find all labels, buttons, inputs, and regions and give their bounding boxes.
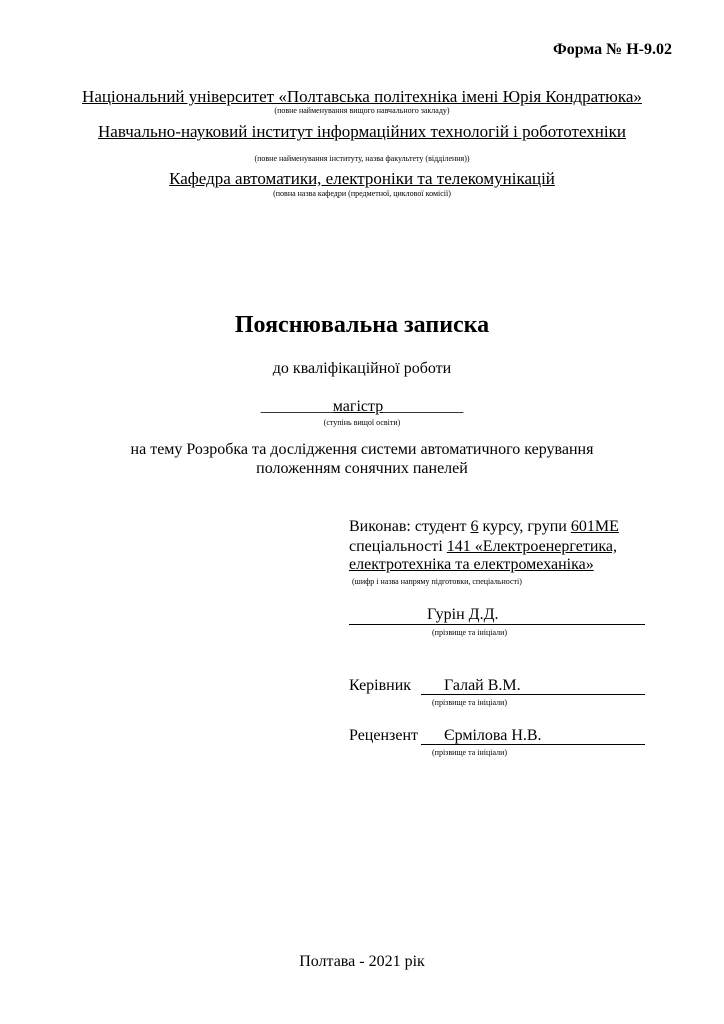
footer-city-year: Полтава - 2021 рік [299, 953, 425, 970]
performer-line-2 [349, 538, 617, 556]
performer-name-line [349, 624, 645, 625]
degree-line [0, 398, 724, 416]
degree-prefix: _________ [260, 398, 333, 415]
document-title: Пояснювальна записка [234, 312, 490, 338]
document-subtitle: до кваліфікаційної роботи [272, 360, 452, 377]
specialty-word: спеціальності [349, 538, 447, 555]
institute-note: (повне найменування інституту, назва факультету (відділення)) [254, 154, 470, 163]
university-text: Національний університет «Полтавська політехніка імені Юрія Кондратюка» [82, 87, 642, 106]
department-note: (повна назва кафедри (предметної, циклової комісії) [273, 189, 451, 198]
specialty-part-2: електротехніка та електромеханіка» [349, 556, 594, 573]
supervisor-label: Керівник [349, 677, 412, 694]
performer-name: Гурін Д.Д. [427, 606, 499, 623]
institute-name [0, 122, 724, 142]
reviewer-name: Єрмілова Н.В. [444, 727, 542, 744]
degree-value: магістр [332, 398, 384, 415]
topic-line-1: на тему Розробка та дослідження системи автоматичного керування [130, 441, 594, 458]
degree-note: (ступінь вищої освіти) [323, 418, 401, 427]
specialty-note: (шифр і назва напряму підготовки, спеціальності) [352, 577, 522, 586]
department-name [0, 169, 724, 189]
university-name [0, 87, 724, 107]
performer-group: 601МЕ [570, 518, 619, 535]
reviewer-label: Рецензент [349, 727, 418, 744]
reviewer-note: (прізвище та ініціали) [432, 748, 508, 757]
performer-label: Виконав: студент [349, 518, 471, 535]
institute-text: Навчально-науковий інститут інформаційних технологій і робототехніки [98, 122, 626, 141]
performer-line-1 [349, 518, 619, 536]
topic-line-2: положенням сонячних панелей [256, 460, 468, 477]
form-number: Форма № Н-9.02 [552, 41, 672, 58]
supervisor-name: Галай В.М. [444, 677, 521, 694]
performer-course-word: курсу, групи [478, 518, 571, 535]
performer-course: 6 [470, 518, 479, 535]
supervisor-note: (прізвище та ініціали) [432, 698, 508, 707]
department-text: Кафедра автоматики, електроніки та телекомунікацій [169, 169, 555, 188]
specialty-part-1: 141 «Електроенергетика, [446, 538, 618, 555]
degree-suffix: __________ [383, 398, 464, 415]
university-note: (повне найменування вищого навчального закладу) [274, 106, 450, 115]
performer-line-3 [349, 556, 594, 574]
performer-name-note: (прізвище та ініціали) [432, 628, 508, 637]
